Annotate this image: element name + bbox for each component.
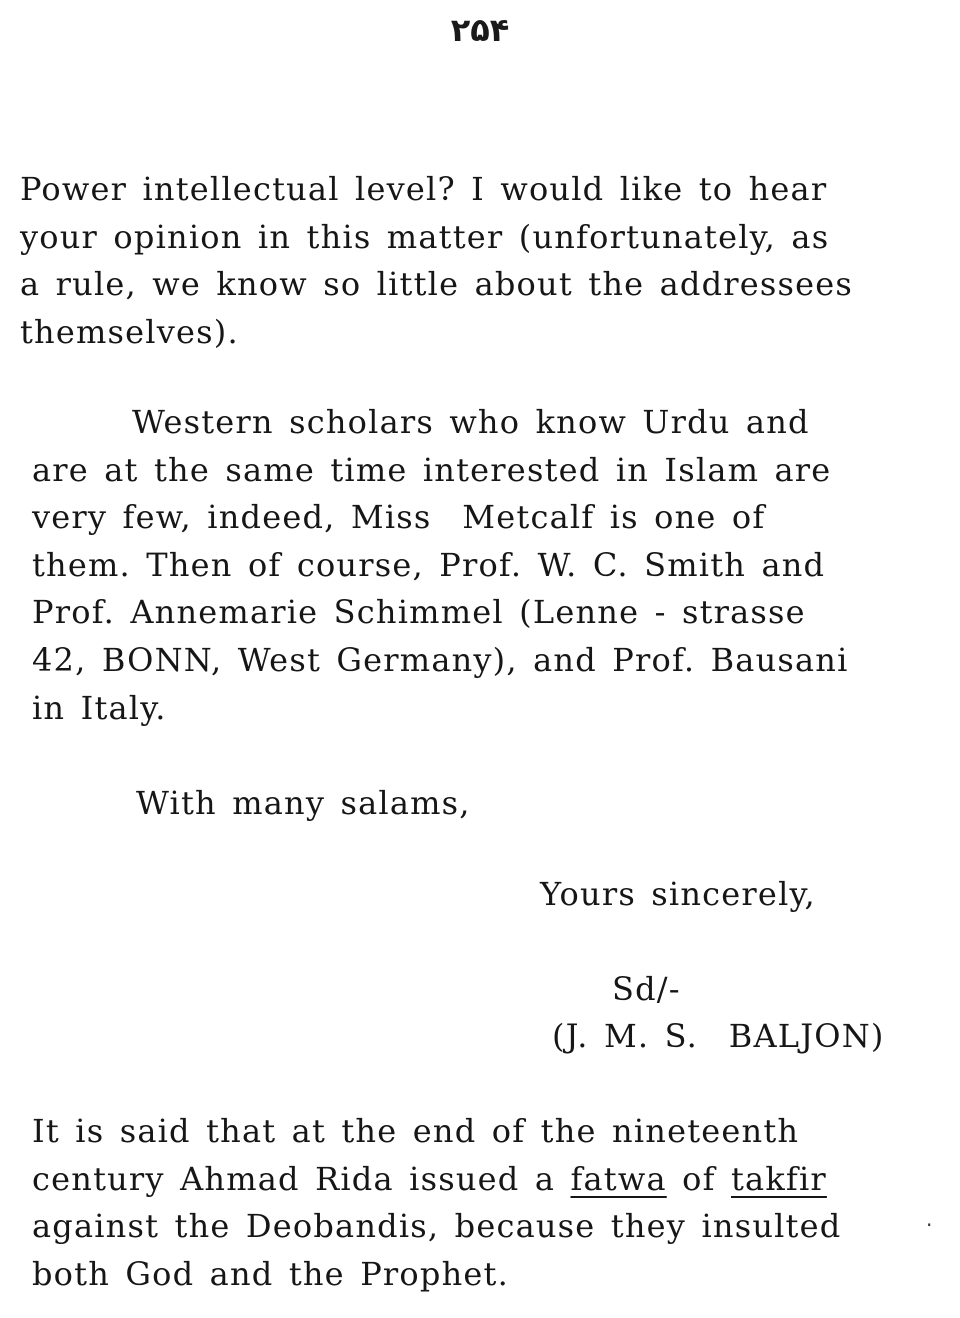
paragraph-2-line-5: Prof. Annemarie Schimmel (Lenne - strasse	[32, 593, 806, 631]
takfir-term: takfir	[731, 1160, 827, 1198]
paragraph-3-line-1: It is said that at the end of the nineteenth	[32, 1112, 800, 1150]
stray-dot-mark: ·	[926, 1213, 933, 1237]
paragraph-1-line-1: Power intellectual level? I would like to hear	[20, 170, 828, 208]
paragraph-2-line-6: 42, BONN, West Germany), and Prof. Bausani	[32, 641, 849, 679]
fatwa-term: fatwa	[570, 1160, 667, 1198]
closing-greeting: With many salams,	[136, 784, 471, 822]
paragraph-2-line-2: are at the same time interested in Islam are	[32, 451, 832, 489]
paragraph-1-line-3: a rule, we know so little about the addressees	[20, 265, 854, 303]
paragraph-1-line-4: themselves).	[20, 313, 239, 351]
page-number: ۲۵۴	[450, 11, 510, 49]
paragraph-3-line-3: against the Deobandis, because they insulted	[32, 1207, 842, 1245]
closing-signed: Sd/-	[612, 970, 681, 1008]
signatory-name: (J. M. S. BALJON)	[552, 1017, 885, 1055]
paragraph-3-line-2-start: century Ahmad Rida issued a	[32, 1160, 571, 1198]
paragraph-2-line-1: Western scholars who know Urdu and	[132, 403, 810, 441]
paragraph-2-line-7: in Italy.	[32, 689, 167, 727]
paragraph-2-line-4: them. Then of course, Prof. W. C. Smith and	[32, 546, 826, 584]
paragraph-2-line-3: very few, indeed, Miss Metcalf is one of	[32, 498, 766, 536]
paragraph-3-line-2-middle: of	[666, 1160, 731, 1198]
paragraph-1-line-2: your opinion in this matter (unfortunately, as	[20, 218, 830, 256]
paragraph-3-line-2	[32, 1160, 827, 1198]
closing-valediction: Yours sincerely,	[540, 875, 816, 913]
paragraph-3-line-4: both God and the Prophet.	[32, 1255, 509, 1293]
